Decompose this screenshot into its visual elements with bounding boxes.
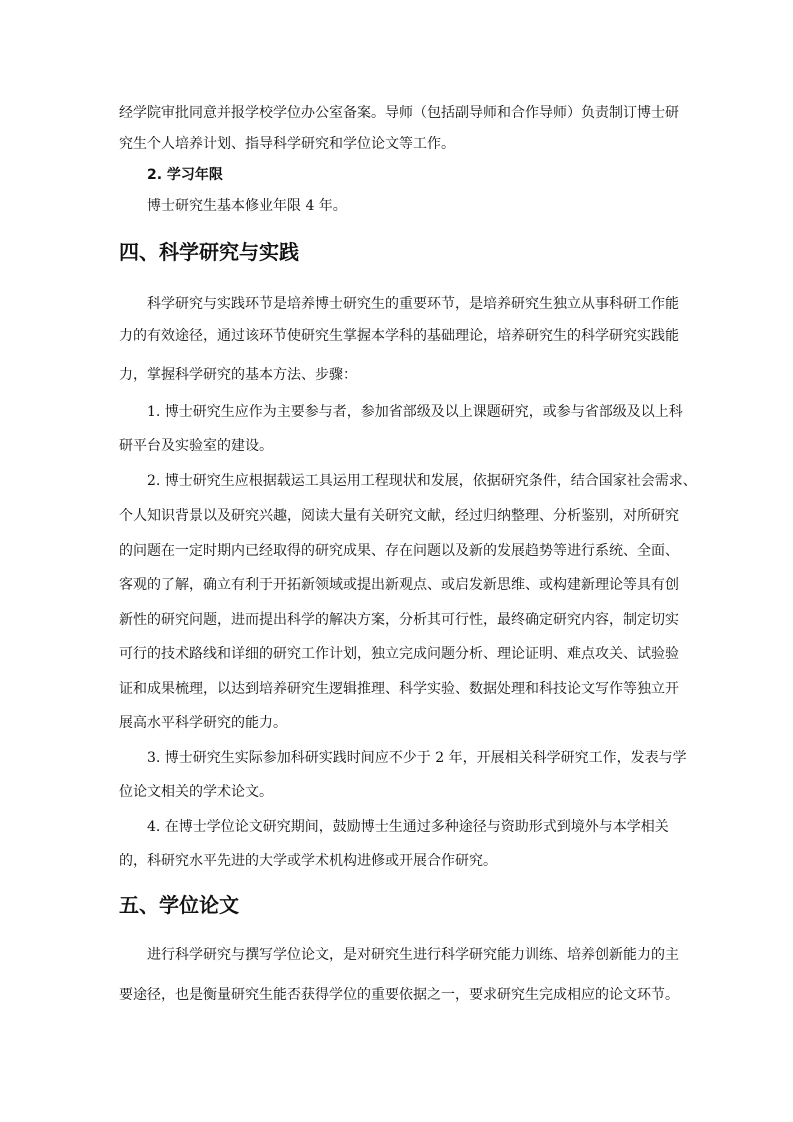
subheading-study-duration: 2. 学习年限: [147, 167, 223, 183]
list-item-2-line: 2. 博士研究生应根据载运工具运用工程现状和发展，依据研究条件，结合国家社会需求、: [147, 473, 697, 489]
list-item-2-line: 的问题在一定时期内已经取得的研究成果、存在问题以及新的发展趋势等进行系统、全面、: [119, 543, 679, 559]
paragraph-line: 力，掌握科学研究的基本方法、步骤：: [119, 367, 357, 383]
section-heading-dissertation: 五、学位论文: [119, 893, 239, 917]
paragraph-line: 博士研究生基本修业年限 4 年。: [147, 198, 347, 214]
list-item-4-line: 的，科研究水平先进的大学或学术机构进修或开展合作研究。: [119, 853, 497, 869]
list-item-2-line: 个人知识背景以及研究兴趣，阅读大量有关研究文献，经过归纳整理、分析鉴别，对所研究: [119, 508, 679, 524]
list-item-2-line: 客观的了解，确立有利于开拓新领域或提出新观点、或启发新思维、或构建新理论等具有创: [119, 577, 679, 593]
paragraph-line: 进行科学研究与撰写学位论文，是对研究生进行科学研究能力训练、培养创新能力的主: [147, 947, 679, 963]
paragraph-line: 力的有效途径，通过该环节使研究生掌握本学科的基础理论，培养研究生的科学研究实践能: [119, 328, 679, 344]
paragraph-line: 究生个人培养计划、指导科学研究和学位论文等工作。: [119, 136, 455, 152]
list-item-2-line: 证和成果梳理，以达到培养研究生逻辑推理、科学实验、数据处理和科技论文写作等独立开: [119, 681, 679, 697]
list-item-2-line: 可行的技术路线和详细的研究工作计划，独立完成问题分析、理论证明、难点攻关、试验验: [119, 646, 679, 662]
list-item-2-line: 新性的研究问题，进而提出科学的解决方案，分析其可行性，最终确定研究内容，制定切实: [119, 612, 679, 628]
paragraph-line: 要途径，也是衡量研究生能否获得学位的重要依据之一，要求研究生完成相应的论文环节。: [119, 987, 679, 1003]
list-item-2-line: 展高水平科学研究的能力。: [119, 715, 287, 731]
paragraph-line: 科学研究与实践环节是培养博士研究生的重要环节，是培养研究生独立从事科研工作能: [147, 296, 679, 312]
list-item-1-line: 1. 博士研究生应作为主要参与者，参加省部级及以上课题研究，或参与省部级及以上科: [147, 404, 683, 420]
list-item-3-line: 位论文相关的学术论文。: [119, 784, 273, 800]
list-item-3-line: 3. 博士研究生实际参加科研实践时间应不少于 2 年，开展相关科学研究工作，发表与学: [147, 750, 687, 766]
list-item-4-line: 4. 在博士学位论文研究期间，鼓励博士生通过多种途径与资助形式到境外与本学相关: [147, 819, 669, 835]
section-heading-research-practice: 四、科学研究与实践: [119, 240, 299, 264]
paragraph-line: 经学院审批同意并报学校学位办公室备案。导师（包括副导师和合作导师）负责制订博士研: [119, 105, 679, 121]
list-item-1-line: 研平台及实验室的建设。: [119, 438, 273, 454]
